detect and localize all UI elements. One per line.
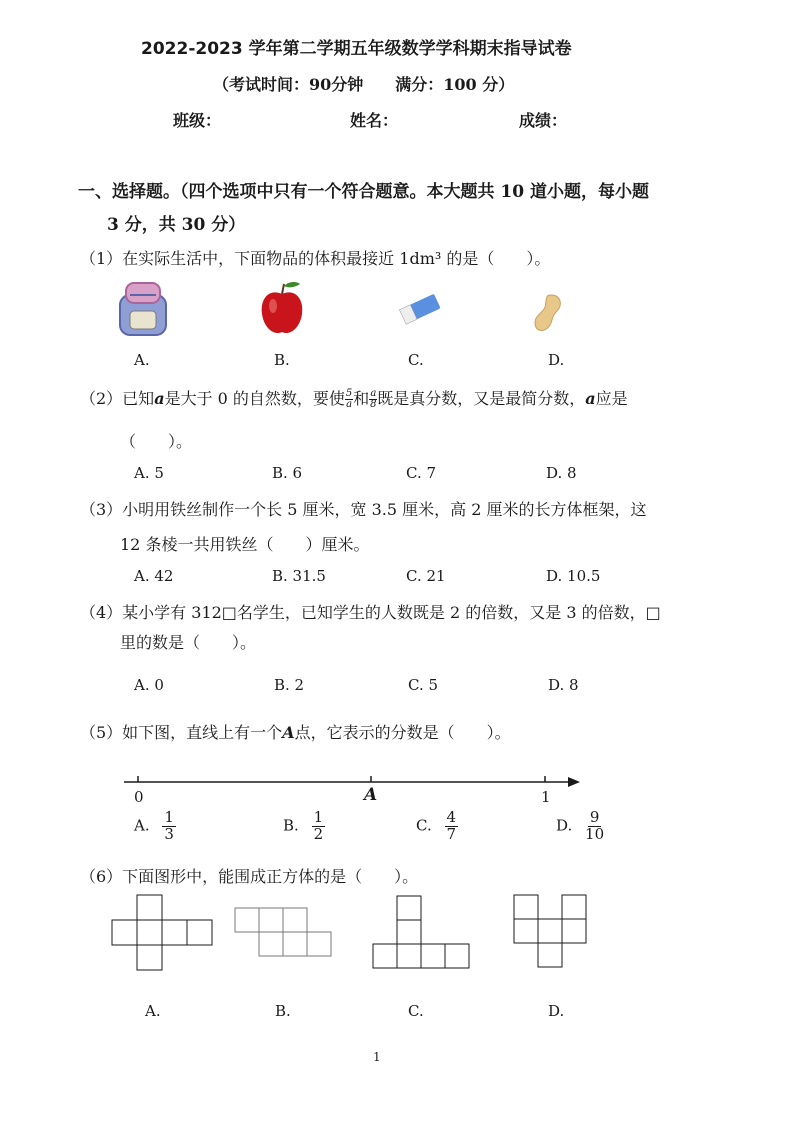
- q5-option-c[interactable]: [416, 810, 458, 843]
- q2-stem-d: 既是真分数，又是最简分数，: [377, 389, 586, 408]
- cube-net-d: [512, 893, 590, 971]
- number-line: [120, 770, 590, 810]
- q2-option-b[interactable]: B. 6: [272, 464, 303, 482]
- q4-line2: 里的数是（ ）。: [120, 633, 257, 652]
- cube-net-b: [233, 906, 333, 962]
- name-label: 姓名：: [350, 111, 399, 130]
- q2-option-d[interactable]: D. 8: [546, 464, 577, 482]
- q2-var-a2: a: [585, 389, 596, 408]
- q1-option-a[interactable]: A.: [134, 351, 150, 369]
- q3-line2: 12 条棱一共用铁丝（ ）厘米。: [120, 535, 370, 554]
- q4-option-c[interactable]: C. 5: [408, 676, 439, 694]
- q5-point-a: A: [282, 723, 295, 742]
- q2-option-c[interactable]: C. 7: [406, 464, 437, 482]
- frac-den: 7: [446, 824, 457, 843]
- section-title-line2: 3 分，共 30 分）: [107, 215, 246, 235]
- axis-label-1: 1: [541, 788, 551, 806]
- q5-option-d[interactable]: [556, 810, 604, 843]
- q4-option-b[interactable]: B. 2: [274, 676, 305, 694]
- q5-option-d-fraction: [585, 810, 604, 843]
- q2-stem: [80, 386, 628, 410]
- frac-num: 1: [313, 808, 324, 826]
- q2-stem-a: （2）已知: [80, 389, 155, 408]
- q6-stem: （6）下面图形中，能围成正方体的是（ ）。: [80, 867, 419, 886]
- q3-option-a[interactable]: A. 42: [134, 567, 174, 585]
- q5-option-b-letter: B.: [283, 816, 299, 835]
- q1-option-c[interactable]: C.: [408, 351, 424, 369]
- q5-option-b-fraction: [312, 810, 326, 843]
- cube-net-a: [110, 893, 216, 973]
- frac-num: 1: [164, 808, 174, 826]
- apple-icon: [258, 280, 306, 338]
- q5-option-a[interactable]: [134, 810, 176, 843]
- q2-line2: （ ）。: [120, 432, 193, 451]
- q6-option-a[interactable]: A.: [145, 1002, 161, 1020]
- q2-frac2-num: a: [370, 388, 377, 399]
- q5-option-c-letter: C.: [416, 816, 432, 835]
- q1-stem: （1）在实际生活中，下面物品的体积最接近 1dm³ 的是（ ）。: [80, 249, 551, 268]
- q5-option-b[interactable]: [283, 810, 325, 843]
- q2-stem-b: 是大于 0 的自然数，要使: [164, 389, 345, 408]
- page-number: 1: [373, 1050, 381, 1064]
- q5-option-a-letter: A.: [134, 816, 150, 835]
- frac-den: 10: [585, 824, 605, 843]
- q2-stem-c: 和: [353, 389, 370, 408]
- section-title-line1: 一、选择题。（四个选项中只有一个符合题意。本大题共 10 道小题，每小题: [78, 182, 649, 202]
- q5-option-d-letter: D.: [556, 816, 573, 835]
- axis-label-0: 0: [134, 788, 144, 806]
- number-line-arrow: [568, 777, 580, 787]
- score-label: 成绩：: [519, 111, 568, 130]
- q2-stem-e: 应是: [595, 389, 628, 408]
- q5-stem-a: （5）如下图，直线上有一个: [80, 723, 283, 742]
- backpack-icon: [112, 281, 174, 337]
- peanut-icon: [531, 293, 565, 333]
- q2-var-a: a: [154, 389, 165, 408]
- frac-num: 9: [589, 808, 600, 826]
- q2-option-a[interactable]: A. 5: [134, 464, 164, 482]
- axis-label-a: A: [364, 785, 378, 805]
- q2-frac1-num: 5: [345, 388, 353, 399]
- frac-num: 4: [446, 808, 457, 826]
- q5-stem: [80, 720, 511, 743]
- q3-line1: （3）小明用铁丝制作一个长 5 厘米，宽 3.5 厘米，高 2 厘米的长方体框架，这: [80, 500, 647, 519]
- exam-title: 2022-2023 学年第二学期五年级数学学科期末指导试卷: [141, 39, 572, 59]
- q4-option-d[interactable]: D. 8: [548, 676, 579, 694]
- exam-info: （考试时间：90分钟 满分：100 分）: [213, 75, 515, 94]
- q5-option-c-fraction: [445, 810, 459, 843]
- q4-line1: （4）某小学有 312□名学生，已知学生的人数既是 2 的倍数，又是 3 的倍数，□: [80, 603, 661, 622]
- cube-net-c: [371, 894, 473, 972]
- q1-option-d[interactable]: D.: [548, 351, 565, 369]
- q6-option-b[interactable]: B.: [275, 1002, 291, 1020]
- q2-frac2-den: 8: [370, 399, 377, 410]
- q6-option-d[interactable]: D.: [548, 1002, 565, 1020]
- q3-option-d[interactable]: D. 10.5: [546, 567, 601, 585]
- q4-option-a[interactable]: A. 0: [134, 676, 164, 694]
- q3-option-b[interactable]: B. 31.5: [272, 567, 326, 585]
- q2-frac1-den: a: [346, 399, 353, 410]
- class-label: 班级：: [173, 111, 222, 130]
- frac-den: 3: [164, 824, 174, 843]
- eraser-icon: [397, 291, 443, 327]
- q5-stem-b: 点，它表示的分数是（ ）。: [294, 723, 511, 742]
- frac-den: 2: [313, 824, 324, 843]
- q1-option-b[interactable]: B.: [274, 351, 290, 369]
- q3-option-c[interactable]: C. 21: [406, 567, 446, 585]
- q6-option-c[interactable]: C.: [408, 1002, 424, 1020]
- q5-option-a-fraction: [162, 810, 176, 843]
